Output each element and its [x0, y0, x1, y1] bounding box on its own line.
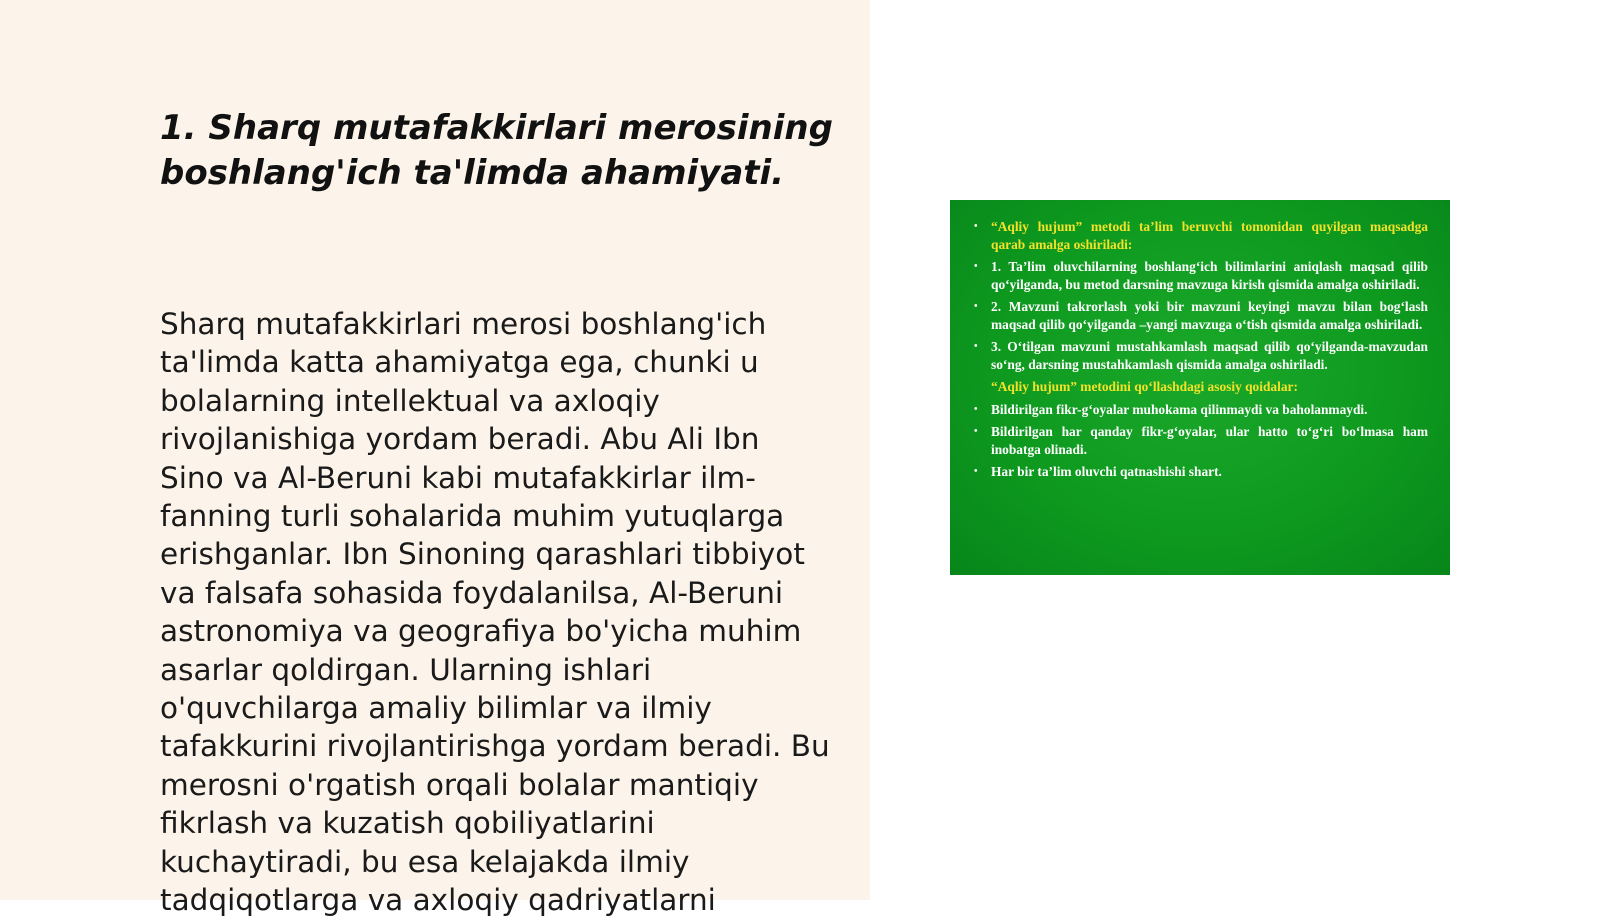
- list-item-text: Har bir ta’lim oluvchi qatnashishi shart.: [991, 464, 1222, 479]
- method-list: [972, 218, 1428, 373]
- list-item-text: Bildirilgan har qanday fikr-g‘oyalar, ular hatto to‘g‘ri bo‘lmasa ham inobatga olinadi.: [991, 424, 1428, 457]
- bullet-icon: •: [974, 403, 978, 415]
- list-item: [972, 258, 1428, 293]
- bullet-icon: •: [974, 221, 978, 232]
- bullet-icon: •: [974, 426, 978, 437]
- bullet-icon: •: [974, 341, 978, 352]
- list-item-text: 1. Ta’lim oluvchilarning boshlang‘ich bilimlarini aniqlash maqsad qilib qo‘yilganda, bu metod darsning mavzuga kirish qismida amalga oshiriladi.: [991, 259, 1428, 292]
- green-slide-image: [950, 200, 1450, 575]
- list-item: [972, 423, 1428, 458]
- bullet-icon: •: [974, 301, 978, 312]
- bullet-icon: •: [974, 466, 978, 477]
- list-item-text: “Aqliy hujum” metodi ta’lim beruvchi tomonidan quyilgan maqsadga qarab amalga oshiriladi:: [991, 219, 1428, 252]
- slide-title: 1. Sharq mutafakkirlari merosining boshlang'ich ta'limda ahamiyati.: [160, 108, 833, 193]
- list-item-text: 2. Mavzuni takrorlash yoki bir mavzuni keyingi mavzu bilan bog‘lash maqsad qilib qo‘yilganda –yangi mavzuga o‘tish qismida amalga oshiriladi.: [991, 299, 1428, 332]
- list-item: [972, 401, 1428, 419]
- list-item: [972, 338, 1428, 373]
- list-item-text: 3. O‘tilgan mavzuni mustahkamlash maqsad qilib qo‘yilganda-mavzudan so‘ng, darsning mustahkamlash qismida amalga oshiriladi.: [991, 339, 1428, 372]
- rules-list: [972, 401, 1428, 481]
- rules-subheading: “Aqliy hujum” metodini qo‘llashdagi asosiy qoidalar:: [991, 379, 1298, 394]
- list-item: [972, 298, 1428, 333]
- slide-body-text: Sharq mutafakkirlari merosi boshlang'ich ta'limda katta ahamiyatga ega, chunki u bolalarning intellektual va axloqiy rivojlanishiga yordam beradi. Abu Ali Ibn Sino va Al-Beruni kabi mutafakkirlar ilm-fanning turli sohalarida muhim yutuqlarga erishganlar. Ibn Sinoning qarashlari tibbiyot va falsafa sohasida foydalanilsa, Al-Beruni astronomiya va geografiya bo'yicha muhim asarlar qoldirgan. Ularning ishlari o'quvchilarga amaliy bilimlar va ilmiy tafakkurini rivojlantirishga yordam beradi. Bu merosni o'rgatish orqali bolalar mantiqiy fikrlash va kuzatish qobiliyatlarini kuchaytiradi, bu esa kelajakda ilmiy tadqiqotlarga va axloqiy qadriyatlarni: [160, 307, 830, 918]
- list-item: [972, 463, 1428, 481]
- bullet-icon: •: [974, 261, 978, 272]
- list-item-text: Bildirilgan fikr-g‘oyalar muhokama qilinmaydi va baholanmaydi.: [991, 401, 1368, 417]
- list-item: [972, 218, 1428, 253]
